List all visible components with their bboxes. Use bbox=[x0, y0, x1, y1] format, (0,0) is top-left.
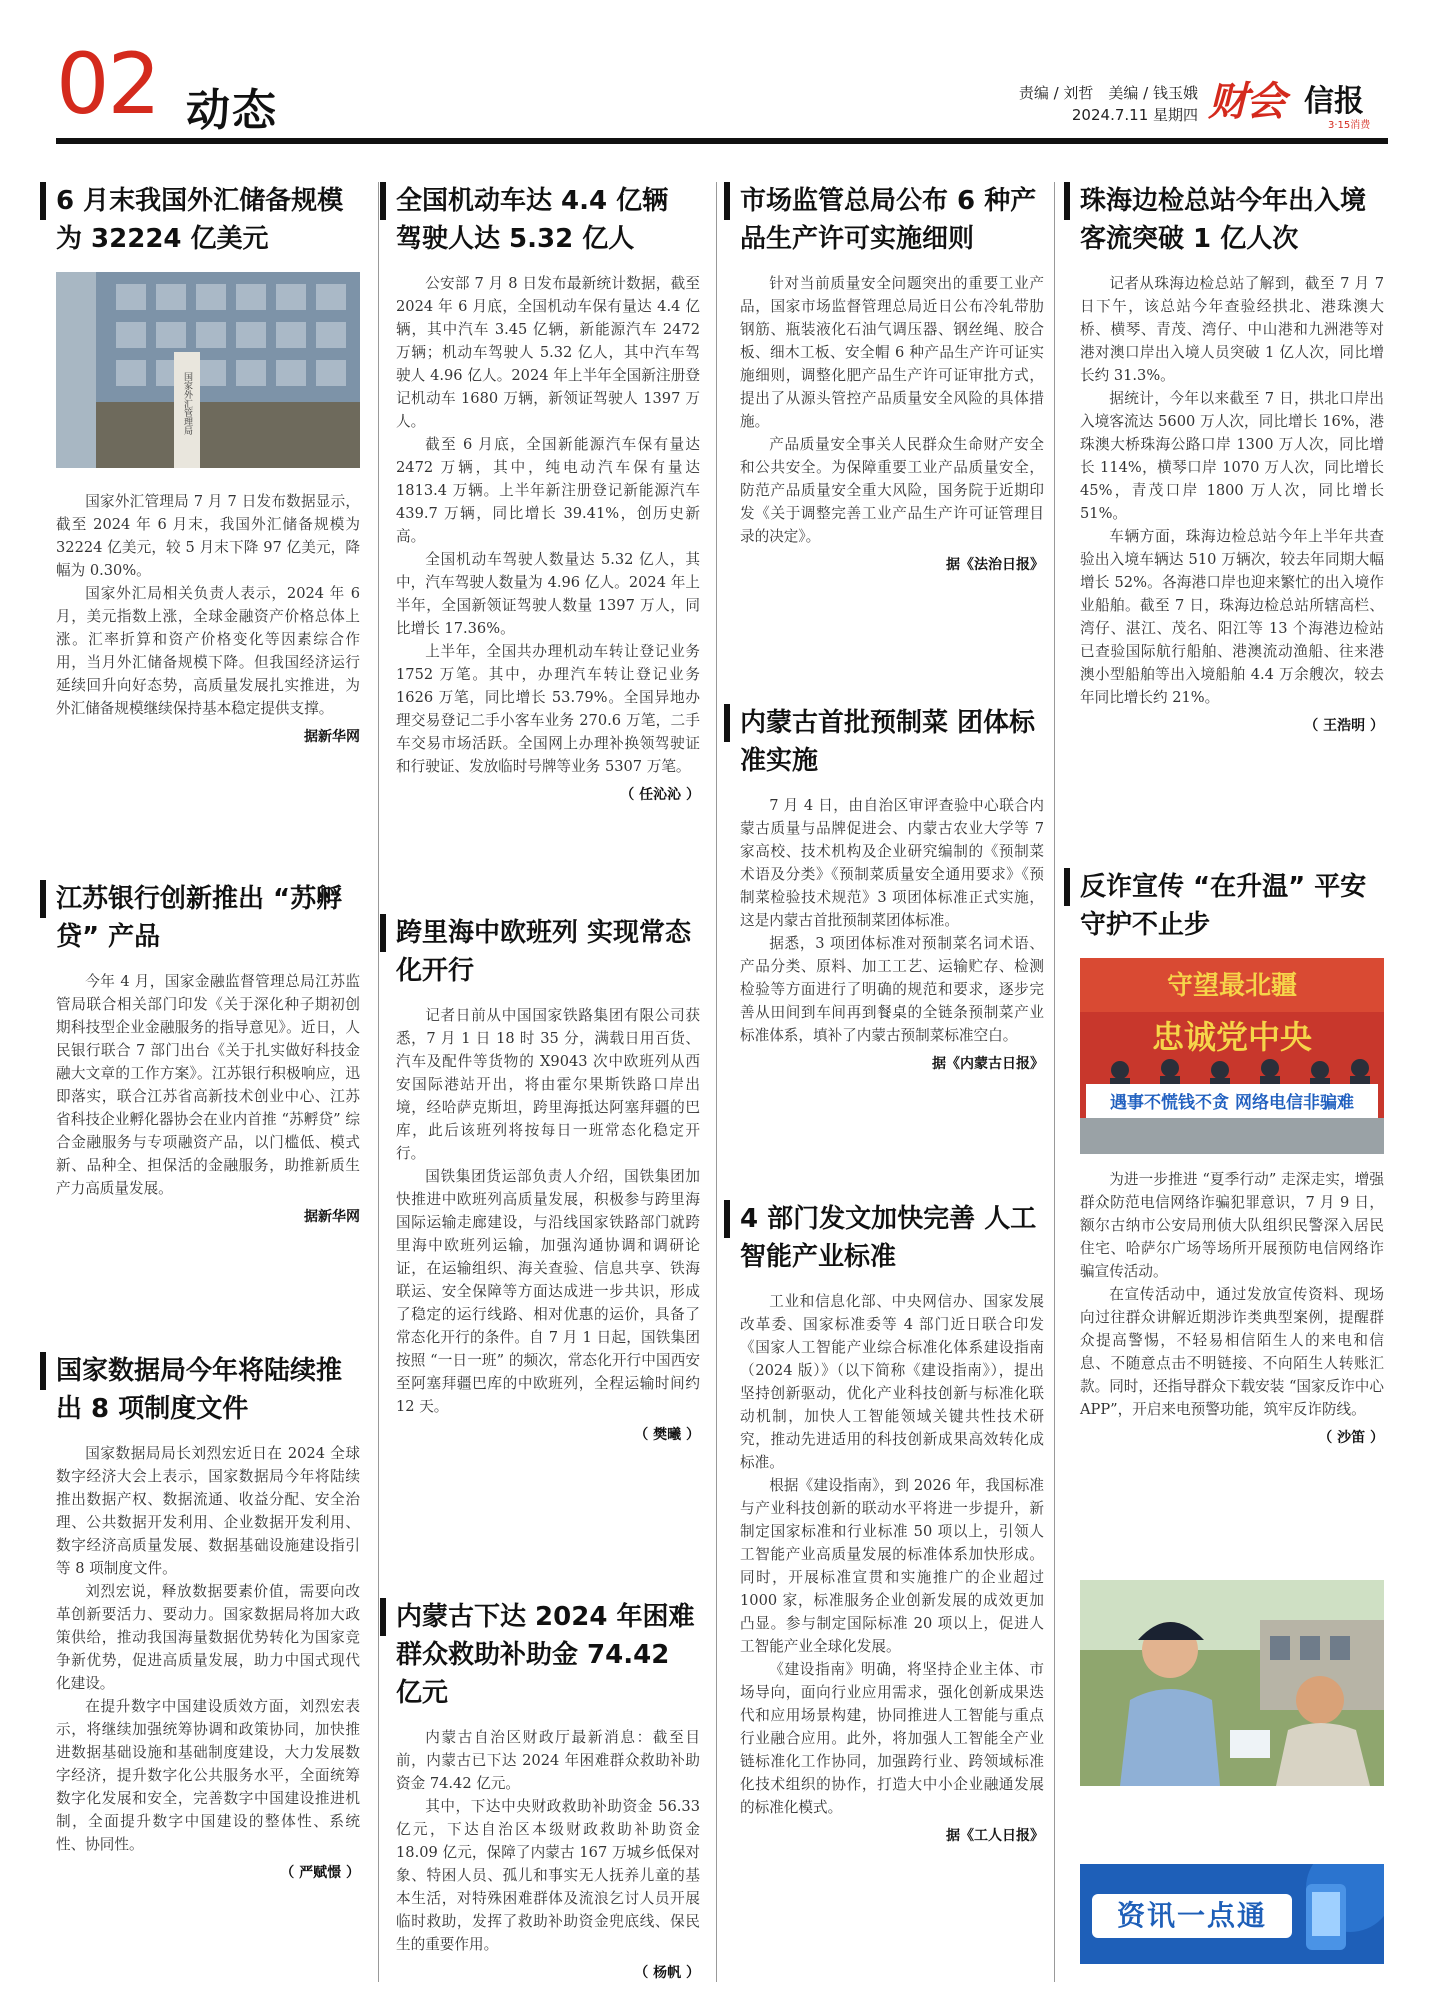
article-title: 全国机动车达 4.4 亿辆 驾驶人达 5.32 亿人 bbox=[396, 186, 669, 254]
promo-label: 资讯一点通 bbox=[1116, 1899, 1267, 1932]
column-divider bbox=[1054, 182, 1055, 1982]
article-source: 据《内蒙古日报》 bbox=[932, 1056, 1044, 1072]
paragraph: 在提升数字中国建设质效方面，刘烈宏表示，将继续加强统筹协调和政策协同，加快推进数据基础设施和基础制度建设，大力发展数字经济，提升数字化公共服务水平，全面统筹数字化发展和安全，完善数字中国建设推进机制，全面提升数字中国建设的整体性、系统性、协同性。 bbox=[56, 1698, 360, 1853]
editors-line: 责编 / 刘哲 美编 / 钱玉娥 bbox=[1018, 84, 1198, 102]
paragraph: 国家数据局局长刘烈宏近日在 2024 全球数字经济大会上表示，国家数据局今年将陆续推出数据产权、数据流通、收益分配、安全治理、公共数据开发利用、企业数据开发利用、数字经济高质量发展、数据基础设施建设指引等 8 项制度文件。 bbox=[56, 1445, 360, 1577]
article-china-europe-train bbox=[396, 914, 700, 1444]
article-source: 据新华网 bbox=[304, 729, 360, 745]
date-line: 2024.7.11 星期四 bbox=[1071, 106, 1198, 124]
headline-bar bbox=[380, 182, 386, 220]
headline-bar bbox=[724, 704, 730, 742]
article-zhuhai-border bbox=[1080, 182, 1384, 735]
paragraph: 根据《建设指南》，到 2026 年，我国标准与产业科技创新的联动水平将进一步提升，新制定国家标准和行业标准 50 项以上，引领人工智能产业高质量发展的标准体系加快形成。同时，开展标准宣贯和实施推广的企业超过 1000 家，标准服务企业创新发展的成效更加凸显。参与制定国际标准 20 项以上，促进人工智能产业全球化发展。 bbox=[740, 1477, 1044, 1655]
paragraph: 国铁集团货运部负责人介绍，国铁集团加快推进中欧班列高质量发展，积极参与跨里海国际运输走廊建设，与沿线国家铁路部门就跨里海中欧班列运输，加强沟通协调和调研论证，在运输组织、海关查验、信息共享、铁海联运、安全保障等方面达成进一步共识，形成了稳定的运行线路、相对优惠的运价，具备了常态化开行的条件。自 7 月 1 日起，国铁集团按照 “一日一班” 的频次，常态化开行中国西安至阿塞拜疆巴库的中欧班列，全程运输时间约 12 天。 bbox=[396, 1168, 700, 1415]
logo-main: 财会 bbox=[1208, 78, 1284, 125]
paragraph: 公安部 7 月 8 日发布最新统计数据，截至 2024 年 6 月底，全国机动车保有量达 4.4 亿辆，其中汽车 3.45 亿辆，新能源汽车 2472 万辆；机动车驾驶人 5.32 亿人，其中汽车驾驶人 4.96 亿人。2024 年上半年全国新注册登记机动车 1680 万辆，新领证驾驶人 1397 万人。 bbox=[396, 275, 700, 430]
logo-second: 信报 bbox=[1304, 84, 1364, 119]
paragraph: 内蒙古自治区财政厅最新消息：截至目前，内蒙古已下达 2024 年困难群众救助补助资金 74.42 亿元。 bbox=[396, 1729, 700, 1792]
article-source: 据《法治日报》 bbox=[946, 557, 1044, 573]
article-source: （ 樊曦 ） bbox=[634, 1427, 700, 1443]
paragraph: 刘烈宏说，释放数据要素价值，需要向改革创新要活力、要动力。国家数据局将加大政策供给，推动我国海量数据优势转化为国家竞争新优势，促进高质量发展，助力中国式现代化建设。 bbox=[56, 1583, 360, 1692]
logo-sub: 3·15消费 bbox=[1328, 120, 1371, 131]
headline-bar bbox=[1064, 182, 1070, 220]
paragraph: 国家外汇管理局 7 月 7 日发布数据显示，截至 2024 年 6 月末，我国外汇储备规模为 32224 亿美元，较 5 月末下降 97 亿美元，降幅为 0.30%。 bbox=[56, 493, 360, 579]
article-title: 反诈宣传 “在升温” 平安守护不止步 bbox=[1080, 872, 1367, 940]
paragraph: 产品质量安全事关人民群众生命财产安全和公共安全。为保障重要工业产品质量安全，防范产品质量安全重大风险，国务院于近期印发《关于调整完善工业产品生产许可证管理目录的决定》。 bbox=[740, 436, 1044, 545]
article-title: 市场监管总局公布 6 种产品生产许可实施细则 bbox=[740, 186, 1037, 254]
editors-info bbox=[1019, 82, 1198, 126]
article-market-regulation bbox=[740, 182, 1044, 574]
paragraph: 上半年，全国共办理机动车转让登记业务 1752 万笔。其中，办理汽车转让登记业务 1626 万笔，同比增长 53.79%。全国异地办理交易登记二手小客车业务 270.6 万笔，二手车交易市场活跃。全国网上办理补换领驾驶证和行驶证、发放临时号牌等业务 5307 万笔。 bbox=[396, 643, 700, 775]
headline-bar bbox=[1064, 868, 1070, 906]
paragraph: 全国机动车驾驶人数量达 5.32 亿人，其中，汽车驾驶人数量为 4.96 亿人。2024 年上半年，全国新领证驾驶人数量 1397 万人，同比增长 17.36%。 bbox=[396, 551, 700, 637]
section-title: 动态 bbox=[186, 85, 278, 136]
article-title: 内蒙古下达 2024 年困难群众救助补助金 74.42 亿元 bbox=[396, 1602, 695, 1708]
headline-bar bbox=[380, 914, 386, 952]
paragraph: 据统计，今年以来截至 7 日，拱北口岸出入境客流达 5600 万人次，同比增长 16%，港珠澳大桥珠海公路口岸 1300 万人次，同比增长 114%，横琴口岸 1070 万人次，同比增长 45%，青茂口岸 1800 万人次，同比增长 51%。 bbox=[1080, 390, 1384, 522]
headline-bar bbox=[724, 1200, 730, 1238]
paragraph: 记者日前从中国国家铁路集团有限公司获悉，7 月 1 日 18 时 35 分，满载日用百货、汽车及配件等货物的 X9043 次中欧班列从西安国际港站开出，将由霍尔果斯铁路口岸出境，经哈萨克斯坦，跨里海抵达阿塞拜疆的巴库，此后该班列将按每日一班常态化稳定开行。 bbox=[396, 1007, 700, 1162]
info-promo-banner bbox=[1080, 1864, 1384, 1964]
anti-fraud-photo bbox=[1080, 958, 1384, 1154]
headline-bar bbox=[724, 182, 730, 220]
article-forex-reserves bbox=[56, 182, 360, 746]
article-ai-standards bbox=[740, 1200, 1044, 1845]
paragraph: 在宣传活动中，通过发放宣传资料、现场向过往群众讲解近期涉诈类典型案例，提醒群众提高警惕，不轻易相信陌生人的来电和信息、不随意点击不明链接、不向陌生人转账汇款。同时，还指导群众下载安装 “国家反诈中心 APP”，开启来电预警功能，筑牢反诈防线。 bbox=[1080, 1286, 1384, 1418]
paragraph: 为进一步推进 “夏季行动” 走深走实，增强群众防范电信网络诈骗犯罪意识，7 月 9 日，额尔古纳市公安局刑侦大队组织民警深入居民住宅、哈萨尔广场等场所开展预防电信网络诈骗宣传活动。 bbox=[1080, 1171, 1384, 1280]
paragraph: 截至 6 月底，全国新能源汽车保有量达 2472 万辆，其中，纯电动汽车保有量达 1813.4 万辆。上半年新注册登记新能源汽车 439.7 万辆，同比增长 39.41%，创历史新高。 bbox=[396, 436, 700, 545]
article-data-bureau bbox=[56, 1352, 360, 1882]
article-title: 内蒙古首批预制菜 团体标准实施 bbox=[740, 708, 1036, 776]
police-photo bbox=[1080, 1580, 1384, 1786]
building-photo bbox=[56, 272, 360, 468]
page-header bbox=[56, 35, 1388, 136]
paragraph: 工业和信息化部、中央网信办、国家发展改革委、国家标准委等 4 部门近日联合印发《国家人工智能产业综合标准化体系建设指南（2024 版）》（以下简称《建设指南》），提出坚持创新驱动，优化产业科技创新与标准化联动机制，加快人工智能领域关键共性技术研究，推动先进适用的科技创新成果高效转化成标准。 bbox=[740, 1293, 1044, 1471]
article-prepared-food bbox=[740, 704, 1044, 1073]
paragraph: 针对当前质量安全问题突出的重要工业产品，国家市场监督管理总局近日公布冷轧带肋钢筋、瓶装液化石油气调压器、钢丝绳、胶合板、细木工板、安全帽 6 种产品生产许可证实施细则，调整化肥产品生产许可证审批方式，提出了从源头管控产品质量安全风险的具体措施。 bbox=[740, 275, 1044, 430]
paragraph: 记者从珠海边检总站了解到，截至 7 月 7 日下午，该总站今年查验经拱北、港珠澳大桥、横琴、青茂、湾仔、中山港和九洲港等对港对澳口岸出入境人员突破 1 亿人次，同比增长约 31.3%。 bbox=[1080, 275, 1384, 384]
paragraph: 车辆方面，珠海边检总站今年上半年共查验出入境车辆达 510 万辆次，较去年同期大幅增长 52%。各海港口岸也迎来繁忙的出入境作业船舶。截至 7 日，珠海边检总站所辖高栏、湾仔、湛江、茂名、阳江等 13 个海港边检站已查验国际航行船舶、港澳流动渔船、往来港澳小型船舶等出入境船舶 4.4 万余艘次，较去年同比增长约 21%。 bbox=[1080, 528, 1384, 706]
newspaper-logo bbox=[1208, 70, 1388, 130]
article-source: 据新华网 bbox=[304, 1209, 360, 1225]
column-divider bbox=[716, 182, 717, 1982]
headline-bar bbox=[40, 880, 46, 918]
article-source: 据《工人日报》 bbox=[946, 1828, 1044, 1844]
article-title: 跨里海中欧班列 实现常态化开行 bbox=[396, 918, 692, 986]
photo-slogan-top: 守望最北疆 bbox=[1166, 971, 1298, 1001]
article-source: （ 严赋憬 ） bbox=[280, 1865, 360, 1881]
paragraph: 今年 4 月，国家金融监督管理总局江苏监管局联合相关部门印发《关于深化种子期初创期科技型企业金融服务的指导意见》。近日，人民银行联合 7 部门出台《关于扎实做好科技金融大文章的工作方案》。江苏银行积极响应，迅即落实，联合江苏省高新技术创业中心、江苏省科技企业孵化器协会在业内首推 “苏孵贷” 综合金融服务与专项融资产品，以门槛低、模式新、品种全、担保活的金融服务，助推新质生产力高质量发展。 bbox=[56, 973, 360, 1197]
photo-banner-text: 遇事不慌钱不贪 网络电信非骗难 bbox=[1110, 1093, 1354, 1113]
building-sign: 国家外汇管理局 bbox=[182, 372, 192, 435]
article-title: 江苏银行创新推出 “苏孵贷” 产品 bbox=[56, 884, 343, 952]
article-anti-fraud bbox=[1080, 868, 1384, 1447]
article-jiangsu-bank bbox=[56, 880, 360, 1226]
headline-bar bbox=[40, 182, 46, 220]
header-rule bbox=[56, 138, 1388, 144]
article-relief-funds bbox=[396, 1598, 700, 1982]
article-title: 4 部门发文加快完善 人工智能产业标准 bbox=[740, 1204, 1037, 1272]
headline-bar bbox=[380, 1598, 386, 1636]
article-title: 6 月末我国外汇储备规模为 32224 亿美元 bbox=[56, 186, 344, 254]
paragraph: 7 月 4 日，由自治区审评查验中心联合内蒙古质量与品牌促进会、内蒙古农业大学等 7 家高校、技术机构及企业研究编制的《预制菜术语及分类》《预制菜质量安全通用要求》《预制菜检验技术规范》3 项团体标准正式实施，这是内蒙古首批预制菜团体标准。 bbox=[740, 797, 1044, 929]
article-source: （ 任沁沁 ） bbox=[620, 787, 700, 803]
article-source: （ 杨帆 ） bbox=[634, 1965, 700, 1981]
column-divider bbox=[378, 182, 379, 1982]
article-source: （ 沙笛 ） bbox=[1318, 1430, 1384, 1446]
paragraph: 国家外汇局相关负责人表示，2024 年 6 月，美元指数上涨，全球金融资产价格总体上涨。汇率折算和资产价格变化等因素综合作用，当月外汇储备规模下降。但我国经济运行延续回升向好态势，高质量发展扎实推进，为外汇储备规模继续保持基本稳定提供支撑。 bbox=[56, 585, 360, 717]
paragraph: 其中，下达中央财政救助补助资金 56.33 亿元，下达自治区本级财政救助补助资金 18.09 亿元，保障了内蒙古 167 万城乡低保对象、特困人员、孤儿和事实无人抚养儿童的基本生活，对特殊困难群体及流浪乞讨人员开展临时救助，发挥了救助补助资金兜底线、保民生的重要作用。 bbox=[396, 1798, 700, 1953]
photo-slogan-mid: 忠诚党中央 bbox=[1151, 1018, 1313, 1056]
headline-bar bbox=[40, 1352, 46, 1390]
page-number: 02 bbox=[56, 35, 159, 133]
paragraph: 据悉，3 项团体标准对预制菜名词术语、产品分类、原料、加工工艺、运输贮存、检测检验等方面进行了明确的规范和要求，逐步完善从田间到车间再到餐桌的全链条预制菜产业标准体系，填补了内蒙古预制菜标准空白。 bbox=[740, 935, 1044, 1044]
article-vehicles bbox=[396, 182, 700, 804]
article-title: 珠海边检总站今年出入境客流突破 1 亿人次 bbox=[1080, 186, 1367, 254]
article-source: （ 王浩明 ） bbox=[1304, 718, 1384, 734]
article-title: 国家数据局今年将陆续推出 8 项制度文件 bbox=[56, 1356, 343, 1424]
paragraph: 《建设指南》明确，将坚持企业主体、市场导向，面向行业应用需求，强化创新成果迭代和应用场景构建，协同推进人工智能与重点行业融合应用。此外，将加强人工智能全产业链标准化工作协同，加强跨行业、跨领域标准化技术组织的协作，打造大中小企业融通发展的标准化模式。 bbox=[740, 1661, 1044, 1816]
